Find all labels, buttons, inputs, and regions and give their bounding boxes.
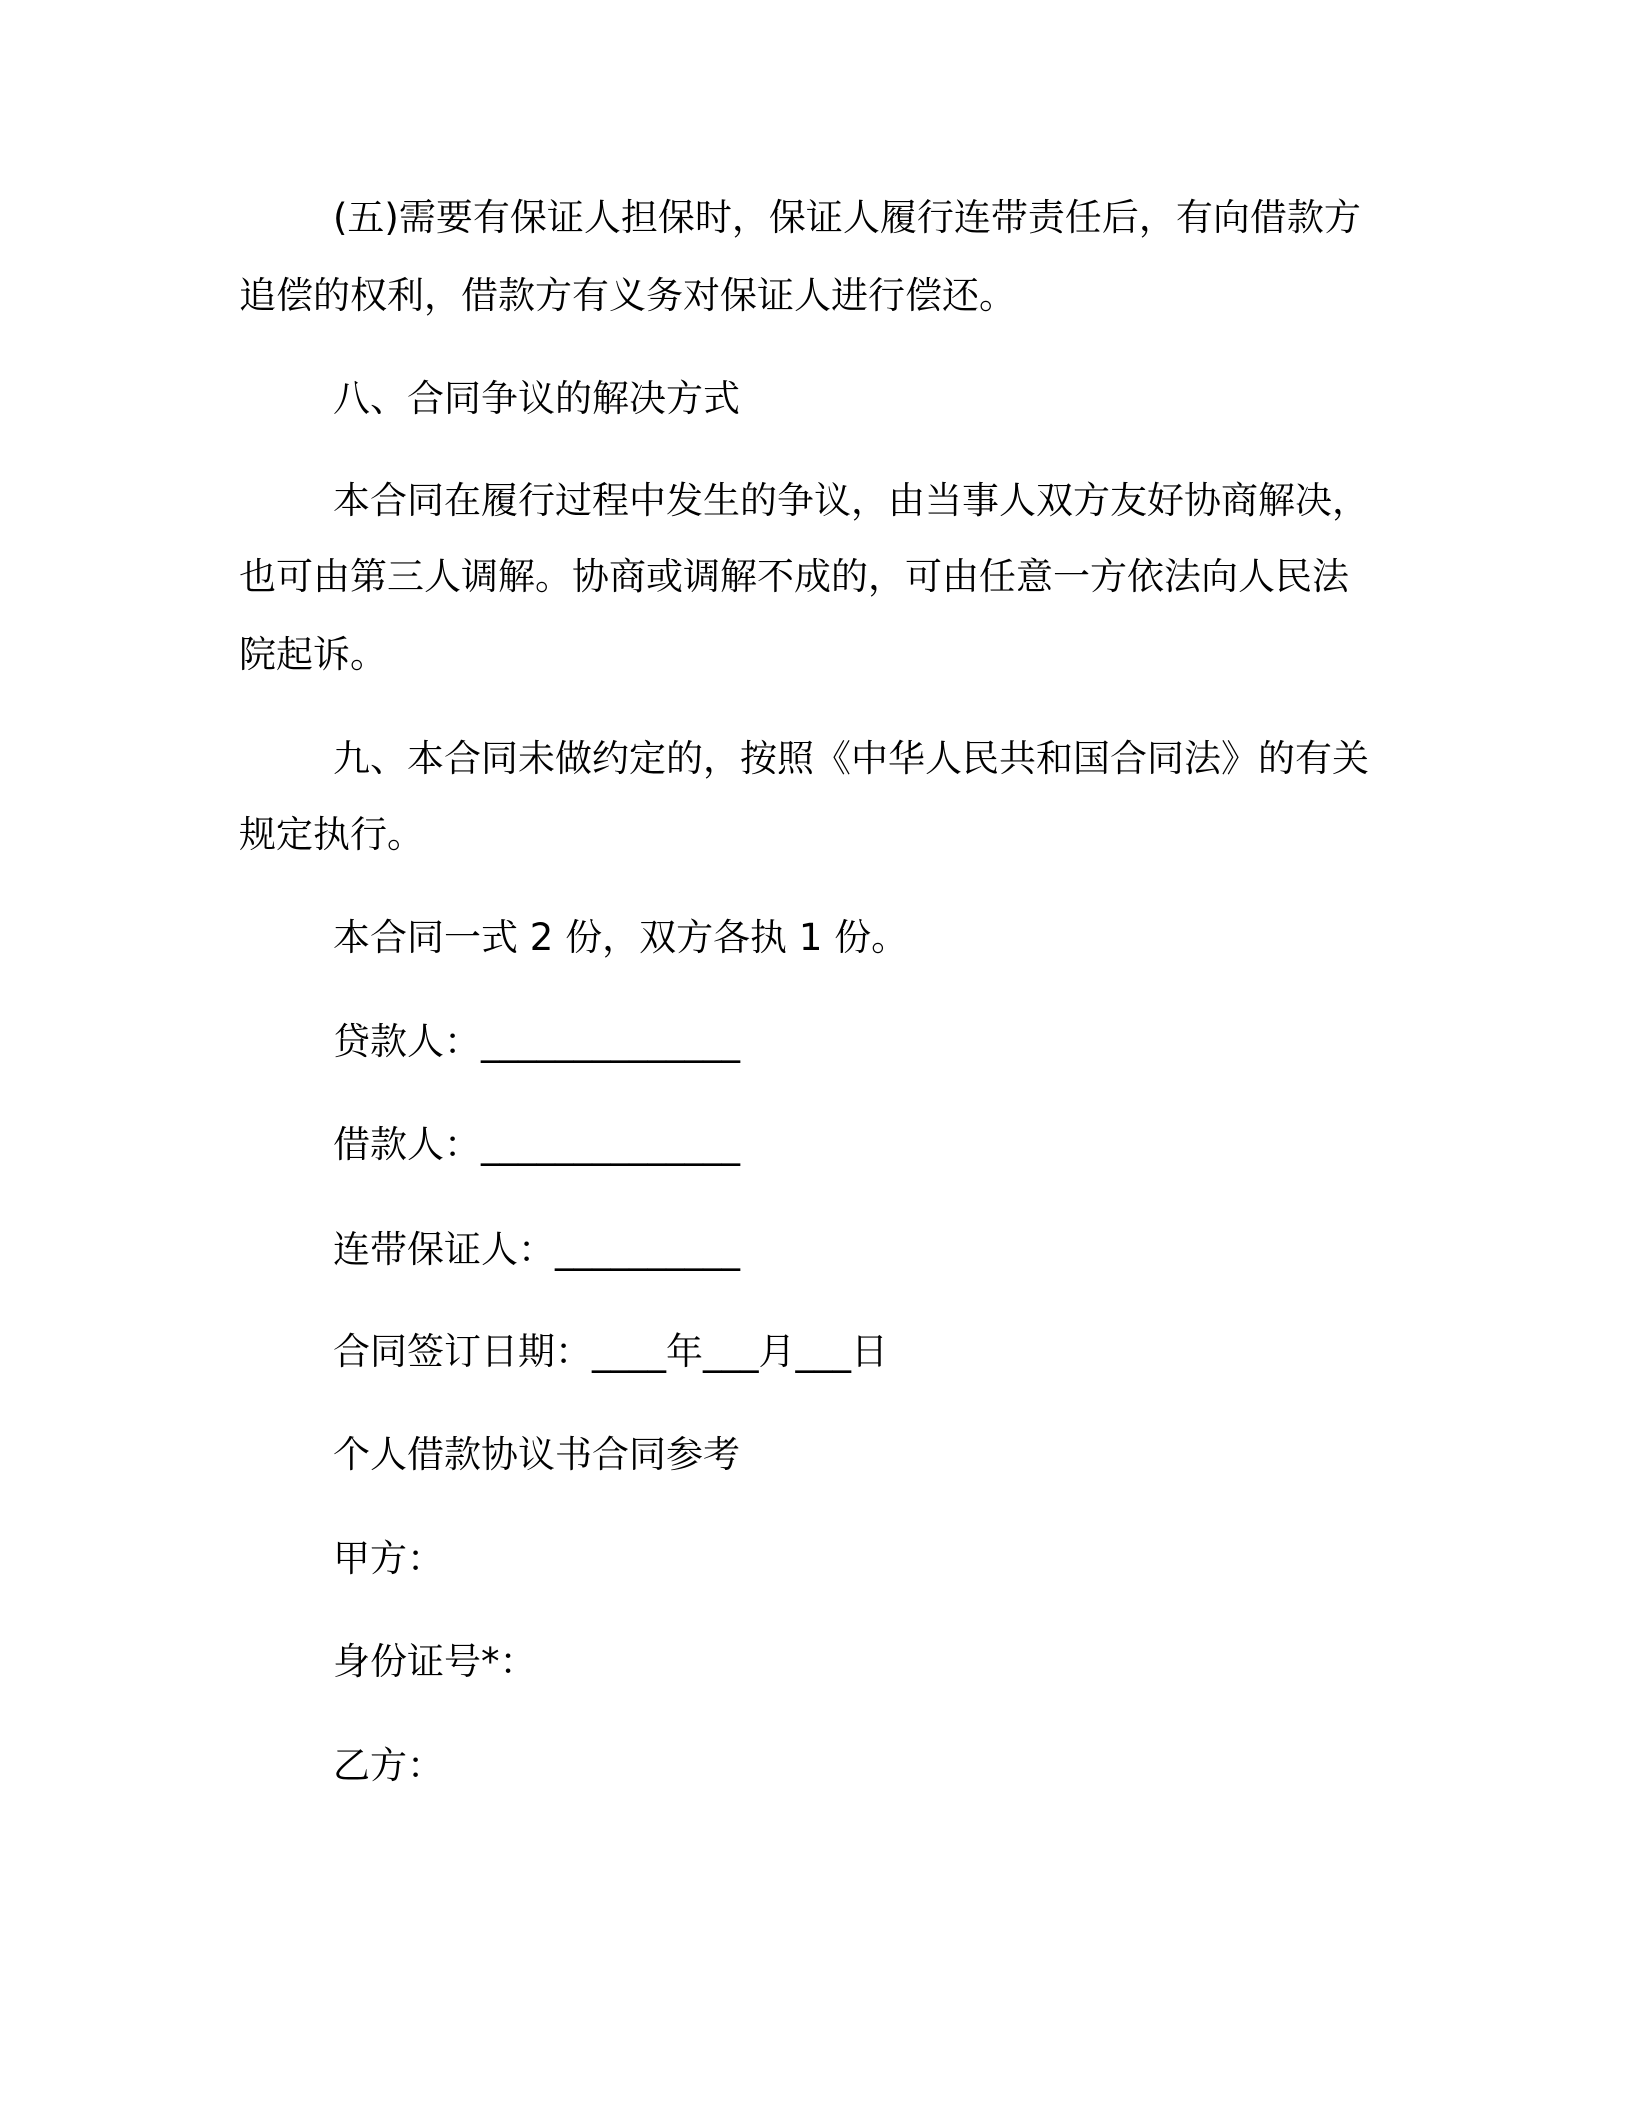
copies-statement: 本合同一式 2 份，双方各执 1 份。	[333, 916, 909, 959]
section-9-line-1: 九、本合同未做约定的，按照《中华人民共和国合同法》的有关	[333, 737, 1369, 780]
guarantor-signature-line: 连带保证人：__________	[333, 1228, 740, 1271]
section-8-line-2: 也可由第三人调解。协商或调解不成的，可由任意一方依法向人民法	[239, 555, 1349, 598]
section-8-line-3: 院起诉。	[239, 633, 387, 676]
clause-5-line-2: 追偿的权利，借款方有义务对保证人进行偿还。	[239, 274, 1016, 317]
clause-5-line-1: (五)需要有保证人担保时，保证人履行连带责任后，有向借款方	[333, 196, 1361, 239]
section-9-line-2: 规定执行。	[239, 813, 424, 856]
section-8-heading: 八、合同争议的解决方式	[333, 377, 740, 420]
id-number-label: 身份证号*：	[333, 1640, 537, 1683]
lender-signature-line: 贷款人：______________	[333, 1020, 740, 1063]
party-b-label: 乙方：	[333, 1744, 444, 1787]
signing-date-line: 合同签订日期：____年___月___日	[333, 1330, 888, 1373]
party-a-label: 甲方：	[333, 1537, 444, 1580]
reference-title: 个人借款协议书合同参考	[333, 1433, 740, 1476]
borrower-signature-line: 借款人：______________	[333, 1123, 740, 1166]
section-8-line-1: 本合同在履行过程中发生的争议，由当事人双方友好协商解决，	[333, 479, 1369, 522]
